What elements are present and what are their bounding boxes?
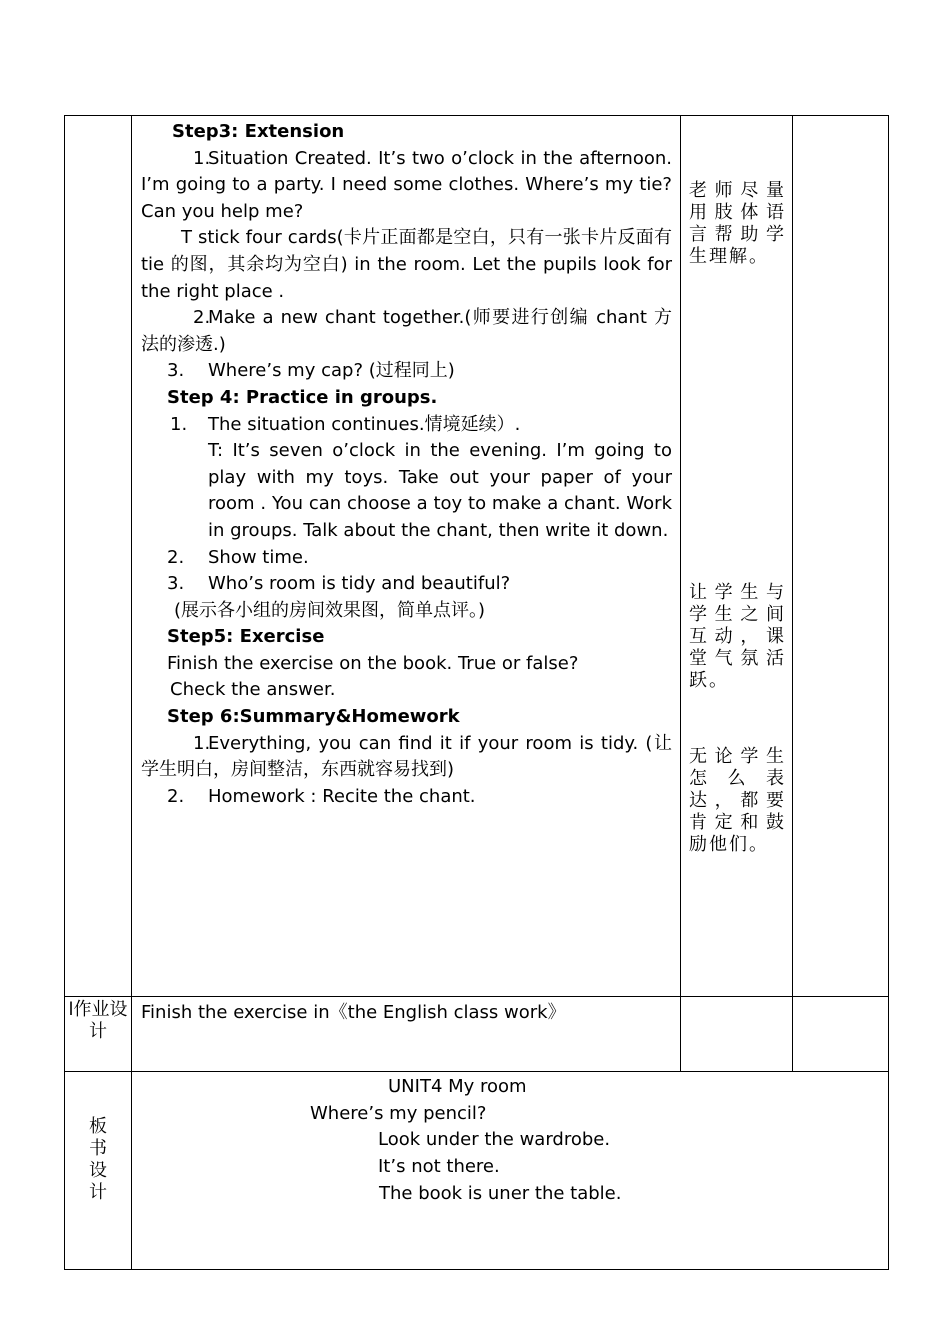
step3-item-3: 3. Where’s my cap? (过程同上): [167, 360, 455, 382]
step4-item-3: 3. Who’s room is tidy and beautiful?: [167, 573, 511, 595]
board-title: UNIT4 My room: [388, 1076, 527, 1097]
board-design-label: 板书设计: [65, 1072, 132, 1270]
homework-row: [65, 997, 889, 1072]
step4-heading: Step 4: Practice in groups.: [167, 386, 438, 408]
board-design-row: [65, 1072, 889, 1270]
board-design-content: [132, 1072, 889, 1270]
note-interaction: 让学生与学生之间互动，课堂气氛活跃。: [689, 582, 786, 691]
step5-heading: Step5: Exercise: [167, 626, 325, 648]
step5-text: Finish the exercise on the book. True or false?: [167, 652, 579, 674]
step3-item-1: 1.Situation Created. It’s two o’clock in the afternoon. I’m going to a party. I need some clothes. Where’s my tie? Can you help me?: [141, 147, 672, 222]
blank-cell: [793, 116, 889, 997]
step6-heading: Step 6:Summary&Homework: [167, 706, 460, 728]
board-line-1: Look under the wardrobe.: [378, 1129, 611, 1150]
note-encouragement: 无论学生怎么表达，都要肯定和鼓励他们。: [689, 746, 786, 855]
step4-item-1: 1. The situation continues.情境延续）.: [170, 413, 521, 435]
board-line-3: The book is uner the table.: [379, 1183, 622, 1204]
homework-blank-cell: [793, 997, 889, 1072]
homework-label: l作业设计: [65, 997, 132, 1072]
step4-teacher-text: T: It’s seven o’clock in the evening. I’m going to play with my toys. Take out your paper of your room . You can choose a toy to make a chant. Work in groups. Talk about the chant, then write it down.: [208, 440, 672, 541]
step6-item-2: 2. Homework : Recite the chant.: [167, 785, 476, 807]
step6-item-1: 1.Everything, you can find it if your room is tidy. (让学生明白，房间整洁，东西就容易找到): [141, 732, 672, 781]
notes-cell: [681, 116, 793, 997]
note-body-language: 老师尽量用肢体语言帮助学生理解。: [689, 180, 786, 267]
board-line-2: It’s not there.: [378, 1156, 500, 1177]
step3-cards-text: T stick four cards(卡片正面都是空白，只有一张卡片反面有 tie 的图，其余均为空白) in the room. Let the pupils look for the right place .: [141, 227, 672, 302]
step3-heading: Step3: Extension: [172, 121, 345, 142]
homework-notes-cell: [681, 997, 793, 1072]
procedure-row: [65, 116, 889, 997]
homework-text: Finish the exercise in《the English class work》: [132, 997, 681, 1072]
step4-item-2: 2. Show time.: [167, 546, 309, 568]
board-question: Where’s my pencil?: [310, 1103, 487, 1124]
lesson-plan-table: [64, 115, 889, 1270]
step4-note: (展示各小组的房间效果图，简单点评。): [174, 599, 486, 621]
procedure-label-cell: [65, 116, 132, 997]
step3-item-2: 2.Make a new chant together.(师要进行创编 chant 方法的渗透.): [141, 307, 672, 355]
procedure-content-cell: [132, 116, 681, 997]
step5-check: Check the answer.: [170, 679, 336, 701]
